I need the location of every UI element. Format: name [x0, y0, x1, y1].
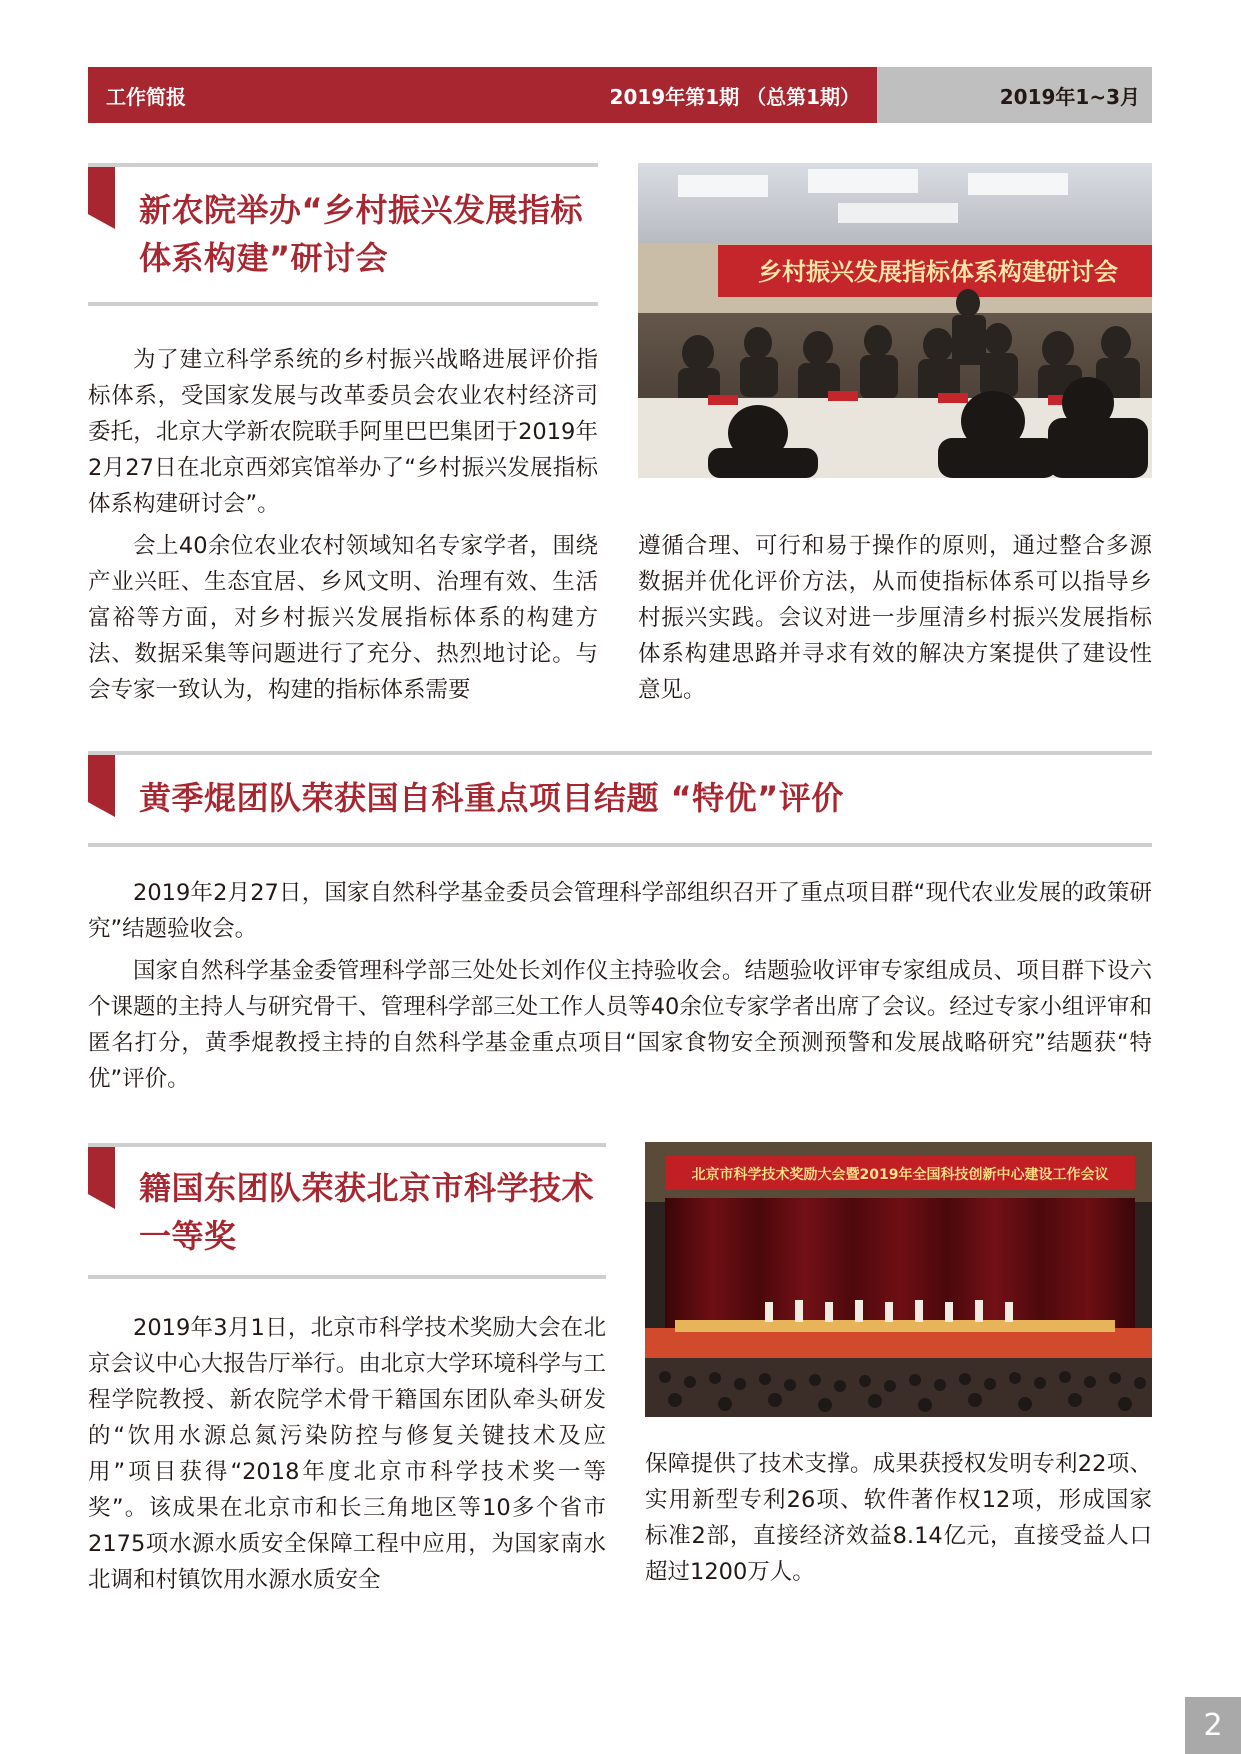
article1-title-line2: 体系构建”研讨会 — [139, 239, 389, 277]
article3-title — [139, 1164, 594, 1260]
article1-title-line1: 新农院举办“乡村振兴发展指标 — [139, 191, 584, 229]
banner-text: 乡村振兴发展指标体系构建研讨会 — [758, 258, 1118, 286]
article1-title — [139, 186, 583, 282]
article3-title-line1: 籍国东团队荣获北京市科学技术 — [139, 1169, 595, 1207]
article3-top-rule — [88, 1143, 606, 1147]
page-number: 2 — [1203, 1708, 1223, 1743]
article1-paragraph: 遵循合理、可行和易于操作的原则，通过整合多源数据并优化评价方法，从而使指标体系可以指导乡村振兴实践。会议对进一步厘清乡村振兴发展指标体系构建思路并寻求有效的解决方案提供了建设性意见。 — [638, 533, 1152, 703]
article3-paragraph: 2019年3月1日，北京市科学技术奖励大会在北京会议中心大报告厅举行。由北京大学环境科学与工程学院教授、新农院学术骨干籍国东团队牵头研发的“饮用水源总氮污染防控与修复关键技术及应用”项目获得“2018年度北京市科学技术奖一等奖”。该成果在北京市和长三角地区等10多个省市2175项水源水质安全保障工程中应用，为国家南水北调和村镇饮用水源水质安全 — [88, 1315, 606, 1593]
article1-top-rule — [88, 163, 598, 167]
article2-paragraph: 2019年2月27日，国家自然科学基金委员会管理科学部组织召开了重点项目群“现代农业发展的政策研究”结题验收会。 — [88, 880, 1152, 942]
article2-bookmark — [88, 755, 115, 817]
article3-bookmark — [88, 1147, 115, 1209]
article2-title-line: 黄季焜团队荣获国自科重点项目结题 “特优”评价 — [139, 779, 844, 817]
article3-right-column — [645, 1446, 1152, 1596]
publication-name: 工作简报 — [106, 85, 186, 109]
article3-paragraph: 保障提供了技术支撑。成果获授权发明专利22项、实用新型专利26项、软件著作权12项，形成国家标准2部，直接经济效益8.14亿元，直接受益人口超过1200万人。 — [645, 1451, 1152, 1585]
article2-body — [88, 875, 1152, 1103]
article3-ceremony-photo — [645, 1142, 1152, 1417]
article1-left-column — [88, 342, 598, 714]
article1-right-column — [638, 528, 1152, 714]
article2-title — [139, 774, 844, 822]
article3-title-line2: 一等奖 — [139, 1217, 237, 1255]
page-number-box — [1185, 1697, 1241, 1754]
article2-bottom-rule — [88, 843, 1152, 847]
issue-label: 2019年第1期 （总第1期） — [609, 85, 860, 109]
article1-seminar-photo — [638, 163, 1152, 478]
article1-paragraph: 为了建立科学系统的乡村振兴战略进展评价指标体系，受国家发展与改革委员会农业农村经济司委托，北京大学新农院联手阿里巴巴集团于2019年 2月27日在北京西郊宾馆举办了“乡村振兴发展指标体系构建研讨会”。 — [88, 347, 598, 517]
banner-text: 北京市科学技术奖励大会暨2019年全国科技创新中心建设工作会议 — [691, 1167, 1109, 1183]
date-range: 2019年1~3月 — [999, 85, 1140, 109]
article3-left-column — [88, 1310, 606, 1604]
page-header — [88, 67, 1152, 123]
article2-top-rule — [88, 751, 1152, 755]
article1-bookmark — [88, 167, 115, 229]
article1-bottom-rule — [88, 302, 598, 306]
article3-bottom-rule — [88, 1275, 606, 1279]
article2-paragraph: 国家自然科学基金委管理科学部三处处长刘作仪主持验收会。结题验收评审专家组成员、项目群下设六个课题的主持人与研究骨干、管理科学部三处工作人员等40余位专家学者出席了会议。经过专家小组评审和匿名打分，黄季焜教授主持的自然科学基金重点项目“国家食物安全预测预警和发展战略研究”结题获“特优”评价。 — [88, 958, 1152, 1092]
article1-paragraph: 会上40余位农业农村领域知名专家学者，围绕产业兴旺、生态宜居、乡风文明、治理有效、生活富裕等方面，对乡村振兴发展指标体系的构建方法、数据采集等问题进行了充分、热烈地讨论。与会专家一致认为，构建的指标体系需要 — [88, 533, 598, 703]
